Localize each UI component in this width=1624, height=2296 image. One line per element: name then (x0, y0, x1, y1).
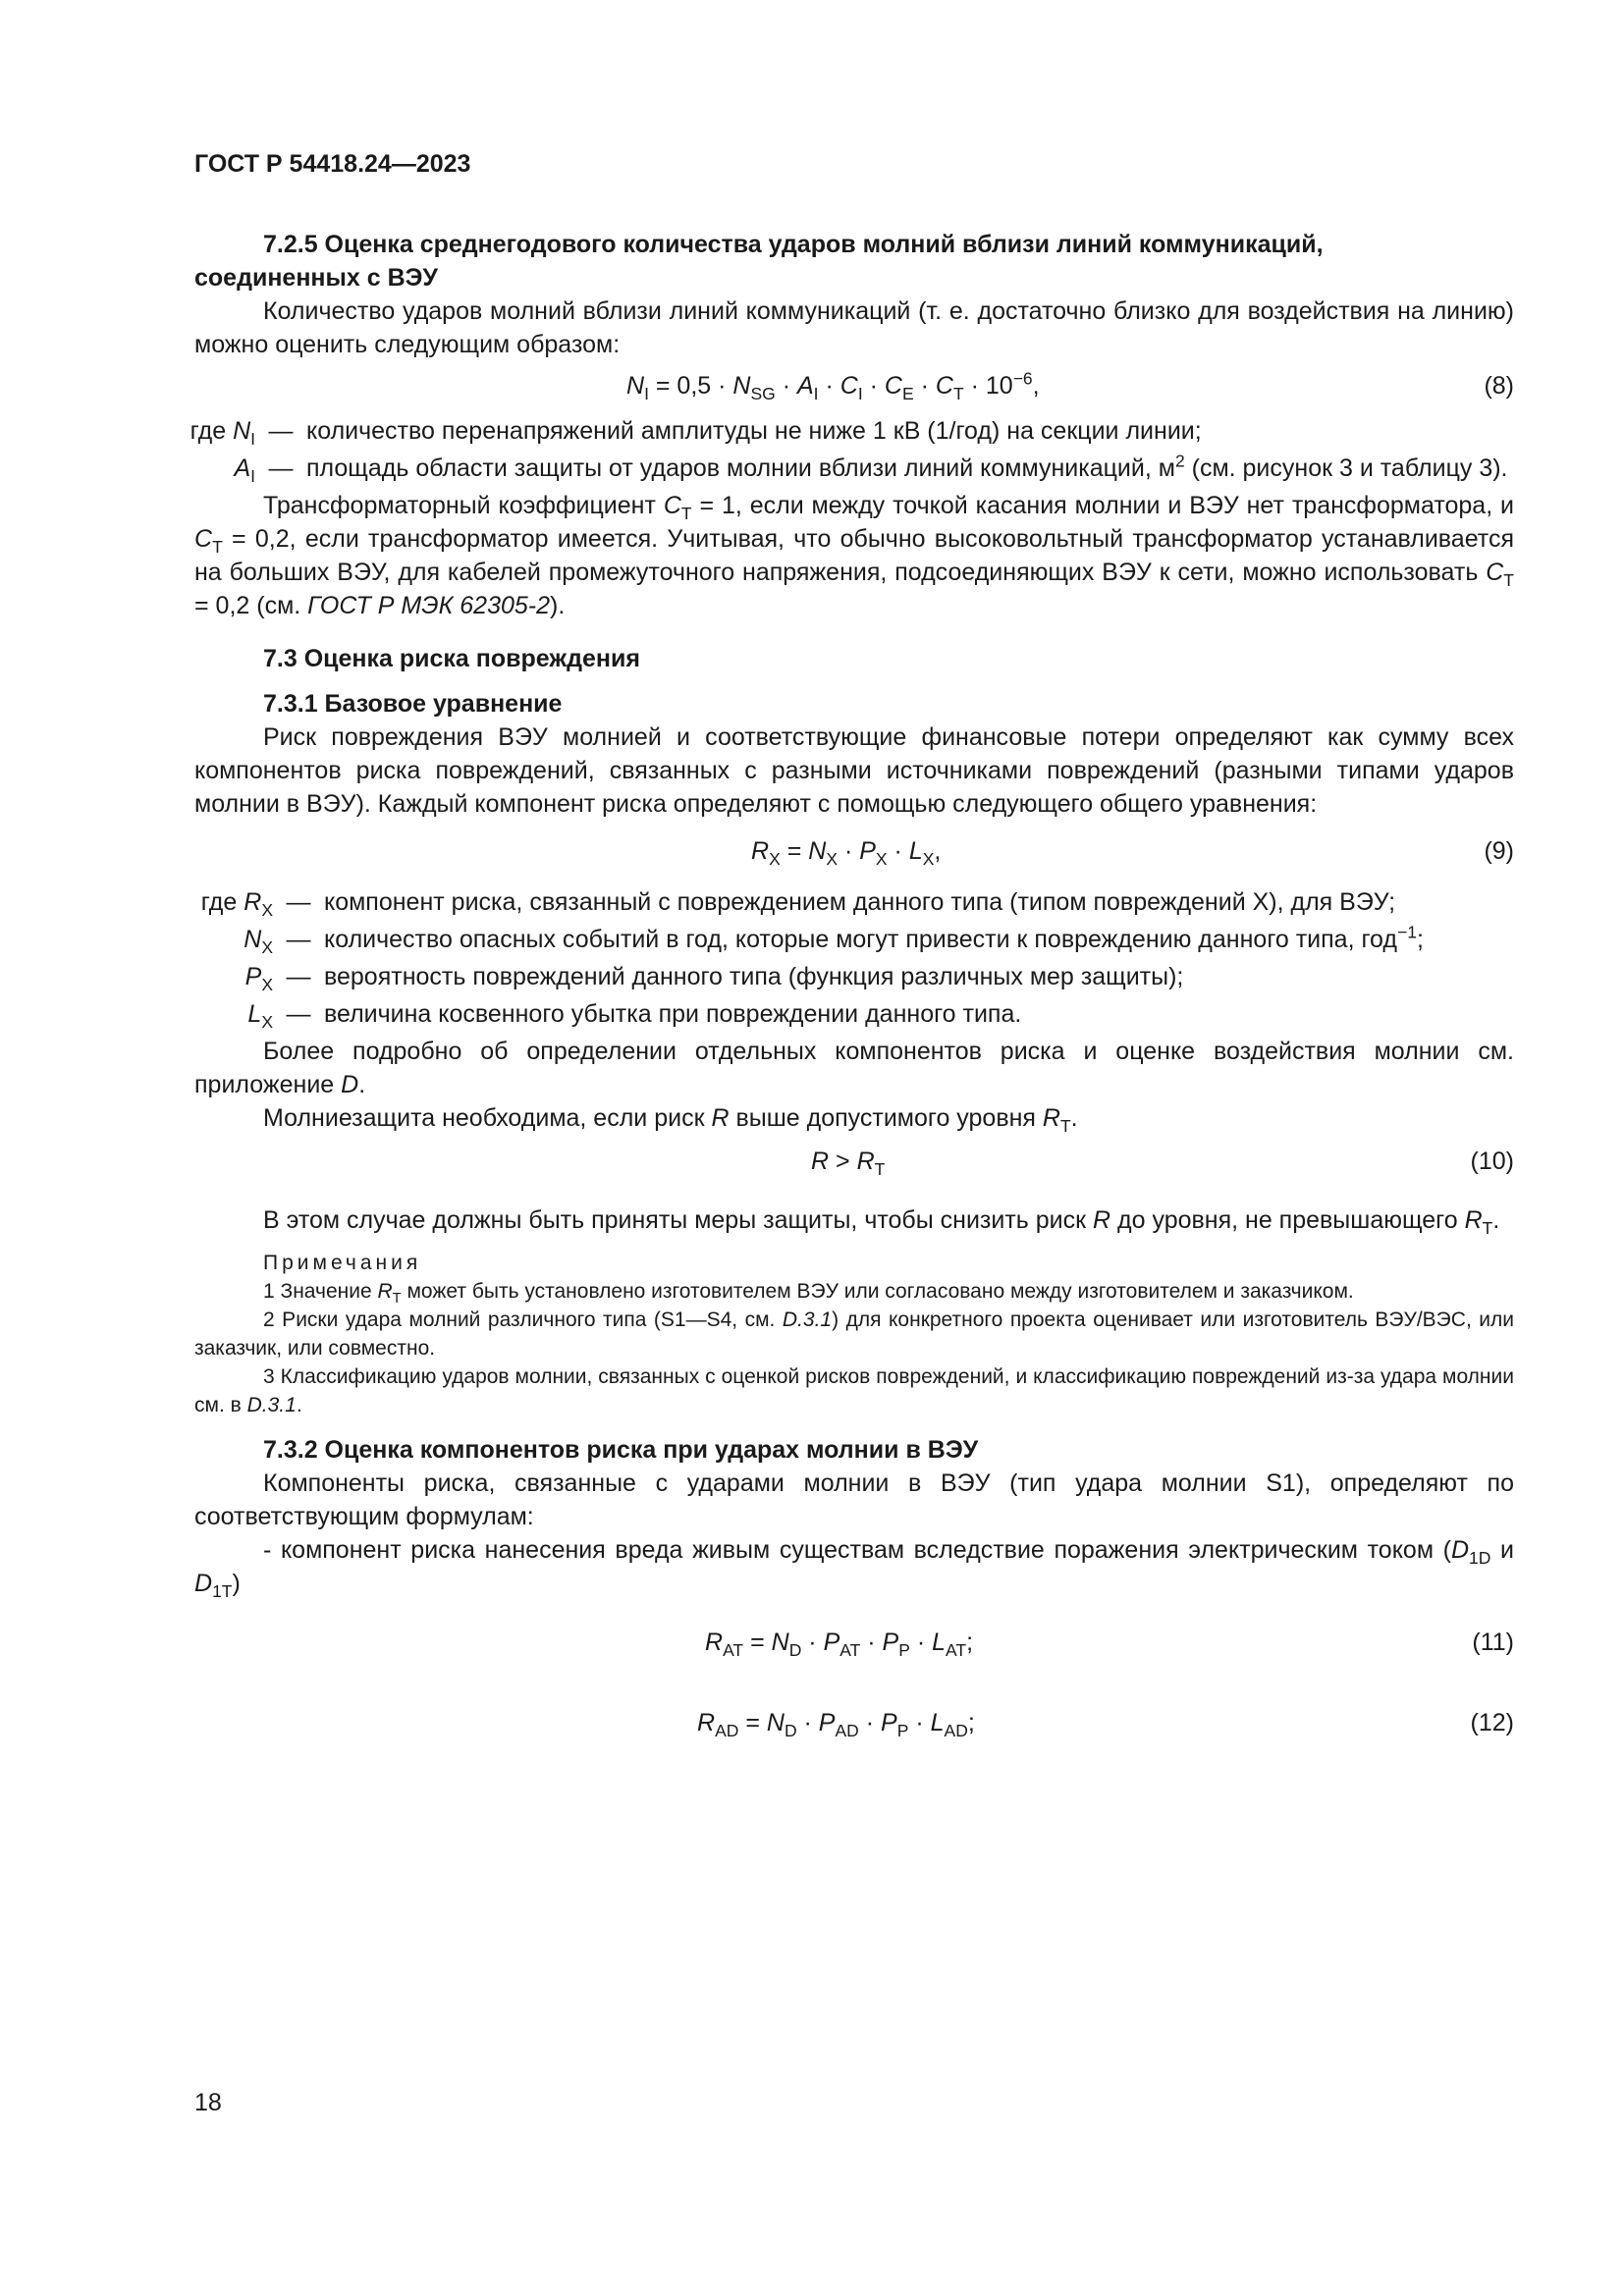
definition-rx: где $R_X$ — компонент риска, связанный с повреждением данного типа (типом повреждений X), для ВЭУ; (200, 888, 1396, 920)
equation-12-number: (12) (1470, 1709, 1514, 1736)
notes-block (194, 1249, 1514, 1419)
definition-lx: $L_X$ — величина косвенного убытка при повреждении данного типа. (247, 1000, 1022, 1032)
equation-8-number: (8) (1484, 372, 1514, 400)
section-7-2-5-heading-cont: соединенных с ВЭУ (194, 264, 438, 292)
equation-12 (194, 1679, 1514, 1757)
section-7-2-5-intro: Количество ударов молний вблизи линий коммуникаций (т. е. достаточно близко для воздействия на линию) можно оценить следующим образом: (194, 297, 1514, 358)
page-number: 18 (194, 2089, 222, 2116)
equation-11-formula: $R_{AT} = N_D \cdot P_{AT} \cdot P_P \cdot L_{AT}$; (705, 1629, 974, 1660)
equation-10 (194, 1135, 1514, 1190)
appendix-reference-paragraph: Более подробно об определении отдельных компонентов риска и оценке воздействия молнии см. приложение D. (194, 1038, 1514, 1098)
risk-reduction-paragraph: В этом случае должны быть приняты меры защиты, чтобы снизить риск R до уровня, не превышающего $R_T$. (263, 1206, 1500, 1238)
definition-ni: где $N_I$ — количество перенапряжений амплитуды не ниже 1 кВ (1/год) на секции линии; (189, 417, 1202, 449)
transformer-coefficient-paragraph: Трансформаторный коэффициент $C_T = 1$, если между точкой касания молнии и ВЭУ нет трансформатора, и $C_T = 0,2$, если трансформатор имеется. Учитывая, что обычно высоковольтный трансформатор устанавливается на больших ВЭУ, для кабелей промежуточного напряжения, подсоединяющих ВЭУ к сети, можно использовать $C_T = 0,2$ (см. ГОСТ Р МЭК 62305-2). (194, 492, 1514, 619)
section-7-2-5-heading: 7.2.5 Оценка среднегодового количества ударов молний вблизи линий коммуникаций, (263, 231, 1324, 258)
definition-px: $P_X$ — вероятность повреждений данного типа (функция различных мер защиты); (244, 963, 1184, 994)
section-7-3-1-paragraph: Риск повреждения ВЭУ молнией и соответствующие финансовые потери определяют как сумму всех компонентов риска повреждений, связанных с разными источниками повреждений (разными типами ударов молнии в ВЭУ). Каждый компонент риска определяют с помощью следующего общего уравнения: (194, 723, 1514, 818)
equation-9-formula: $R_X = N_X \cdot P_X \cdot L_X$, (751, 837, 942, 869)
equation-9-number: (9) (1484, 837, 1514, 865)
equation-9 (194, 821, 1514, 878)
page-content (189, 147, 1514, 1757)
equation-11-number: (11) (1472, 1629, 1514, 1656)
section-7-3-2-paragraph: Компоненты риска, связанные с ударами молнии в ВЭУ (тип удара молнии S1), определяют по соответствующим формулам: (194, 1469, 1514, 1530)
note-1: 1 Значение $R_T$ может быть установлено изготовителем ВЭУ или согласовано между изготовителем и заказчиком. (263, 1280, 1354, 1308)
equation-8-formula: $N_I = 0,5 \cdot N_{SG} \cdot A_I \cdot C_I \cdot C_E \cdot C_T \cdot 10^{-6}$, (626, 368, 1040, 403)
definition-ai: $A_I$ — площадь области защиты от ударов молнии вблизи линий коммуникаций, $м^2$ (см. рисунок 3 и таблицу 3). (234, 451, 1508, 486)
section-7-3-1-heading: 7.3.1 Базовое уравнение (263, 690, 563, 718)
equation-11 (194, 1600, 1514, 1679)
note-3: 3 Классификацию ударов молнии, связанных с оценкой рисков повреждений, и классификацию повреждений из-за удара молнии см. в D.3.1. (194, 1365, 1514, 1416)
note-2: 2 Риски удара молний различного типа (S1—S4, см. D.3.1) для конкретного проекта оценивает или изготовитель ВЭУ/ВЭС, или заказчик, или совместно. (194, 1308, 1514, 1360)
equation-12-formula: $R_{AD} = N_D \cdot P_{AD} \cdot P_P \cdot L_{AD}$; (697, 1709, 975, 1740)
section-7-3-2-heading: 7.3.2 Оценка компонентов риска при ударах молнии в ВЭУ (263, 1436, 979, 1464)
equation-10-formula: $R > R_T$ (811, 1148, 886, 1179)
protection-necessity-paragraph: Молниезащита необходима, если риск R выше допустимого уровня $R_T$. (263, 1104, 1078, 1136)
document-header: ГОСТ Р 54418.24—2023 (194, 150, 471, 178)
section-7-3-heading: 7.3 Оценка риска повреждения (263, 645, 640, 672)
living-beings-risk-paragraph: - компонент риска нанесения вреда живым существам вследствие поражения электрическим током ($D_{1D}$ и $D_{1T}$) (194, 1536, 1514, 1601)
equation-10-number: (10) (1470, 1148, 1514, 1175)
definition-nx: $N_X$ — количество опасных событий в год, которые могут привести к повреждению данного типа, год$^{-1}$; (244, 922, 1424, 957)
notes-title: Примечания (263, 1252, 422, 1274)
equation-8 (194, 361, 1514, 410)
